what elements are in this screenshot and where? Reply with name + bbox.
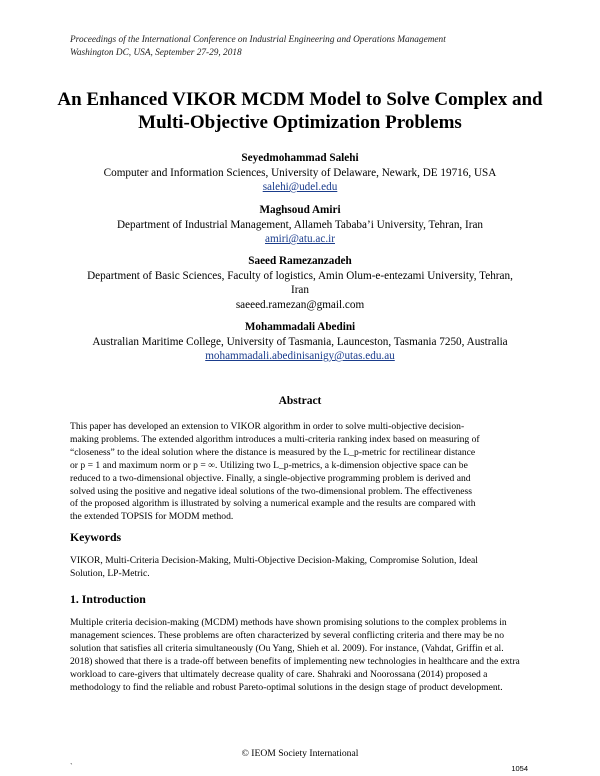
abstract-line: solved using the positive and negative ideal solutions of the two-dimensional problem. The effectiveness <box>70 485 472 497</box>
title-line-2: Multi-Objective Optimization Problems <box>138 112 462 133</box>
author-affiliation: Department of Industrial Management, Allameh Tababa’i University, Tehran, Iran <box>116 218 484 231</box>
introduction-line: Multiple criteria decision-making (MCDM) methods have shown promising solutions to the complex problems in <box>70 617 507 628</box>
author-3 <box>40 254 560 312</box>
footer-tick-mark: ` <box>70 762 73 771</box>
keywords-body <box>70 555 530 581</box>
introduction-line: methodology to find the reliable and robust Pareto-optimal solutions in the design stage of product development. <box>70 681 503 693</box>
author-name: Saeed Ramezanzadeh <box>248 255 352 267</box>
author-4 <box>40 320 560 364</box>
proceedings-line-1: Proceedings of the International Conference on Industrial Engineering and Operations Management <box>70 35 446 45</box>
abstract-line: making problems. The extended algorithm introduces a multi-criteria ranking index based on measuring of <box>70 433 480 445</box>
author-email-link[interactable]: salehi@udel.edu <box>262 181 338 193</box>
introduction-heading: 1. Introduction <box>70 592 146 606</box>
author-email-link[interactable]: mohammadali.abedinisanigy@utas.edu.au <box>205 350 395 362</box>
author-affiliation: Australian Maritime College, University of Tasmania, Launceston, Tasmania 7250, Australia <box>92 335 508 348</box>
abstract-line: This paper has developed an extension to VIKOR algorithm in order to solve multi-objective decision- <box>70 421 465 432</box>
introduction-body <box>70 617 530 694</box>
abstract-line: of the proposed algorithm is illustrated by solving a numerical example and the results are compared with <box>70 498 476 510</box>
abstract-heading: Abstract <box>278 395 322 407</box>
introduction-line: solution that satisfies all criteria simultaneously (Ou Yang, Shieh et al. 2009). For instance, (Vahdat, Griffin et al. <box>70 642 504 654</box>
proceedings-header <box>70 34 446 60</box>
author-name: Maghsoud Amiri <box>259 204 341 216</box>
keywords-heading: Keywords <box>70 530 122 544</box>
abstract-body <box>70 421 530 524</box>
proceedings-line-2: Washington DC, USA, September 27-29, 2018 <box>70 48 242 58</box>
abstract-line: the extended TOPSIS for MODM method. <box>70 511 234 523</box>
introduction-line: management sciences. These problems are often characterized by several conflicting criteria and there may be no <box>70 629 505 641</box>
author-2 <box>40 203 560 247</box>
paper-title <box>40 88 560 134</box>
author-affiliation-line-2: Iran <box>290 284 309 296</box>
page-number: 1054 <box>511 764 528 773</box>
author-1 <box>40 151 560 195</box>
introduction-line: 2018) showed that there is a trade-off between benefits of implementing new technologies in healthcare and the extra <box>70 655 520 667</box>
author-email: saeeed.ramezan@gmail.com <box>235 298 365 311</box>
introduction-line: workload to care-givers that ultimately decrease quality of care. Shahraki and Noorossana (2014) proposed a <box>70 668 488 680</box>
footer-copyright: © IEOM Society International <box>241 748 359 759</box>
author-name: Seyedmohammad Salehi <box>241 152 359 164</box>
author-email-link[interactable]: amiri@atu.ac.ir <box>265 233 335 245</box>
abstract-line: “closeness” to the ideal solution where the distance is measured by the L_p-metric for rectilinear distance <box>70 446 476 458</box>
author-affiliation-line-1: Department of Basic Sciences, Faculty of logistics, Amin Olum-e-entezami University, Tehran, <box>87 269 513 282</box>
author-affiliation: Computer and Information Sciences, University of Delaware, Newark, DE 19716, USA <box>103 166 497 179</box>
author-name: Mohammadali Abedini <box>244 321 356 333</box>
abstract-line: reduced to a two-dimensional objective. Finally, a single-objective programming problem is derived and <box>70 472 471 484</box>
abstract-line: or p = 1 and maximum norm or p = ∞. Utilizing two L_p-metrics, a k-dimension objective space can be <box>70 459 468 471</box>
title-line-1: An Enhanced VIKOR MCDM Model to Solve Complex and <box>57 89 543 110</box>
keywords-line-1: VIKOR, Multi-Criteria Decision-Making, Multi-Objective Decision-Making, Compromise Solution, Ideal <box>70 555 478 566</box>
keywords-line-2: Solution, LP-Metric. <box>70 567 150 579</box>
